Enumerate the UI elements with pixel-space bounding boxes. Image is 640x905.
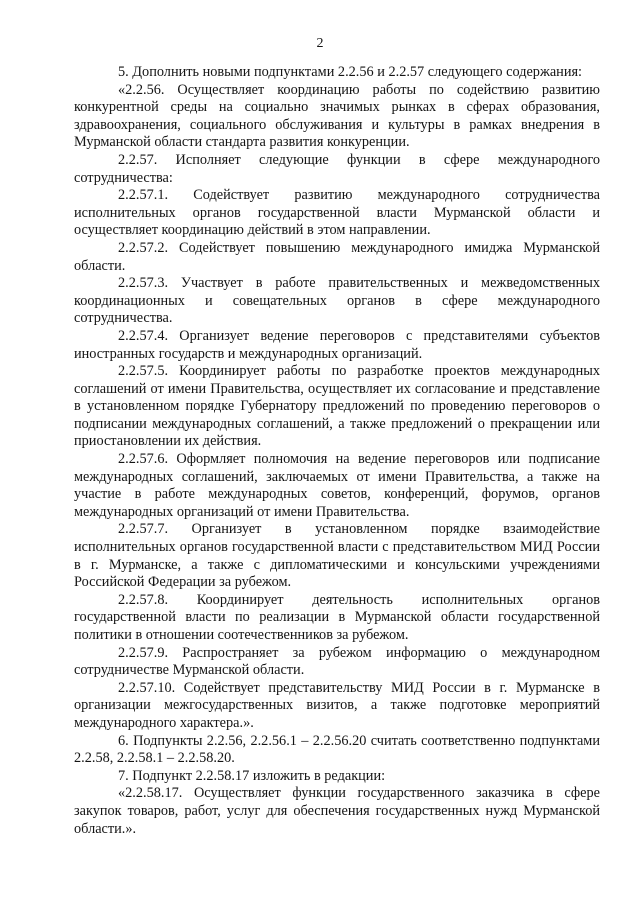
page-number: 2 xyxy=(316,36,324,51)
paragraph-2-2-57-1: 2.2.57.1. Содействует развитию международного сотрудничества исполнительных органов государственной власти Мурманской области и осуществляет координацию действий в этом направлении. xyxy=(74,187,600,239)
paragraph-2-2-57-3: 2.2.57.3. Участвует в работе правительственных и межведомственных координационных и совещательных органов в сфере международного сотрудничества. xyxy=(74,275,600,327)
paragraph-2-2-57-6: 2.2.57.6. Оформляет полномочия на ведение переговоров или подписание международных соглашений, заключаемых от имени Правительства, а также на участие в работе международных советов, конференций, форумов, органов международных организаций от имени Правительства. xyxy=(74,451,600,520)
paragraph-item-7: 7. Подпункт 2.2.58.17 изложить в редакции: xyxy=(118,767,386,784)
paragraph-2-2-57-10: 2.2.57.10. Содействует представительству МИД России в г. Мурманске в организации межгосударственных визитов, а также подготовке мероприятий международного характера.». xyxy=(74,679,600,731)
paragraph-2-2-57-7: 2.2.57.7. Организует в установленном порядке взаимодействие исполнительных органов государственной власти с представительством МИД России в г. Мурманске, а также с дипломатическими и консульскими учреждениями Российской Федерации за рубежом. xyxy=(74,521,600,591)
paragraph-2-2-57-9: 2.2.57.9. Распространяет за рубежом информацию о международном сотрудничестве Мурманской области. xyxy=(74,644,600,679)
paragraph-2-2-57: 2.2.57. Исполняет следующие функции в сфере международного сотрудничества: xyxy=(74,151,600,186)
paragraph-2-2-57-4: 2.2.57.4. Организует ведение переговоров с представителями субъектов иностранных государств и международных организаций. xyxy=(74,327,600,362)
paragraph-item-6: 6. Подпункты 2.2.56, 2.2.56.1 – 2.2.56.20 считать соответственно подпунктами 2.2.58, 2.2.58.1 – 2.2.58.20. xyxy=(74,732,600,767)
paragraph-2-2-56: «2.2.56. Осуществляет координацию работы по содействию развитию конкурентной среды на социально значимых рынках в сферах образования, здравоохранения, социального обслуживания и культуры в рамках внедрения в Мурманской области стандарта развития конкуренции. xyxy=(74,81,600,151)
paragraph-2-2-57-8: 2.2.57.8. Координирует деятельность исполнительных органов государственной власти по реализации в Мурманской области государственной политики в отношении соотечественников за рубежом. xyxy=(74,591,600,643)
paragraph-2-2-58-17: «2.2.58.17. Осуществляет функции государственного заказчика в сфере закупок товаров, работ, услуг для обеспечения государственных нужд Мурманской области.». xyxy=(74,785,600,837)
paragraph-2-2-57-5: 2.2.57.5. Координирует работы по разработке проектов международных соглашений от имени Правительства, осуществляет их согласование и представление в установленном порядке Губернатору предложений по проведению переговоров о подписании международных соглашений, а также предложений о прекращении или приостановлении их действия. xyxy=(74,363,600,450)
paragraph-item-5: 5. Дополнить новыми подпунктами 2.2.56 и 2.2.57 следующего содержания: xyxy=(118,64,583,80)
paragraph-2-2-57-2: 2.2.57.2. Содействует повышению международного имиджа Мурманской области. xyxy=(74,239,600,274)
document-body xyxy=(74,64,600,838)
